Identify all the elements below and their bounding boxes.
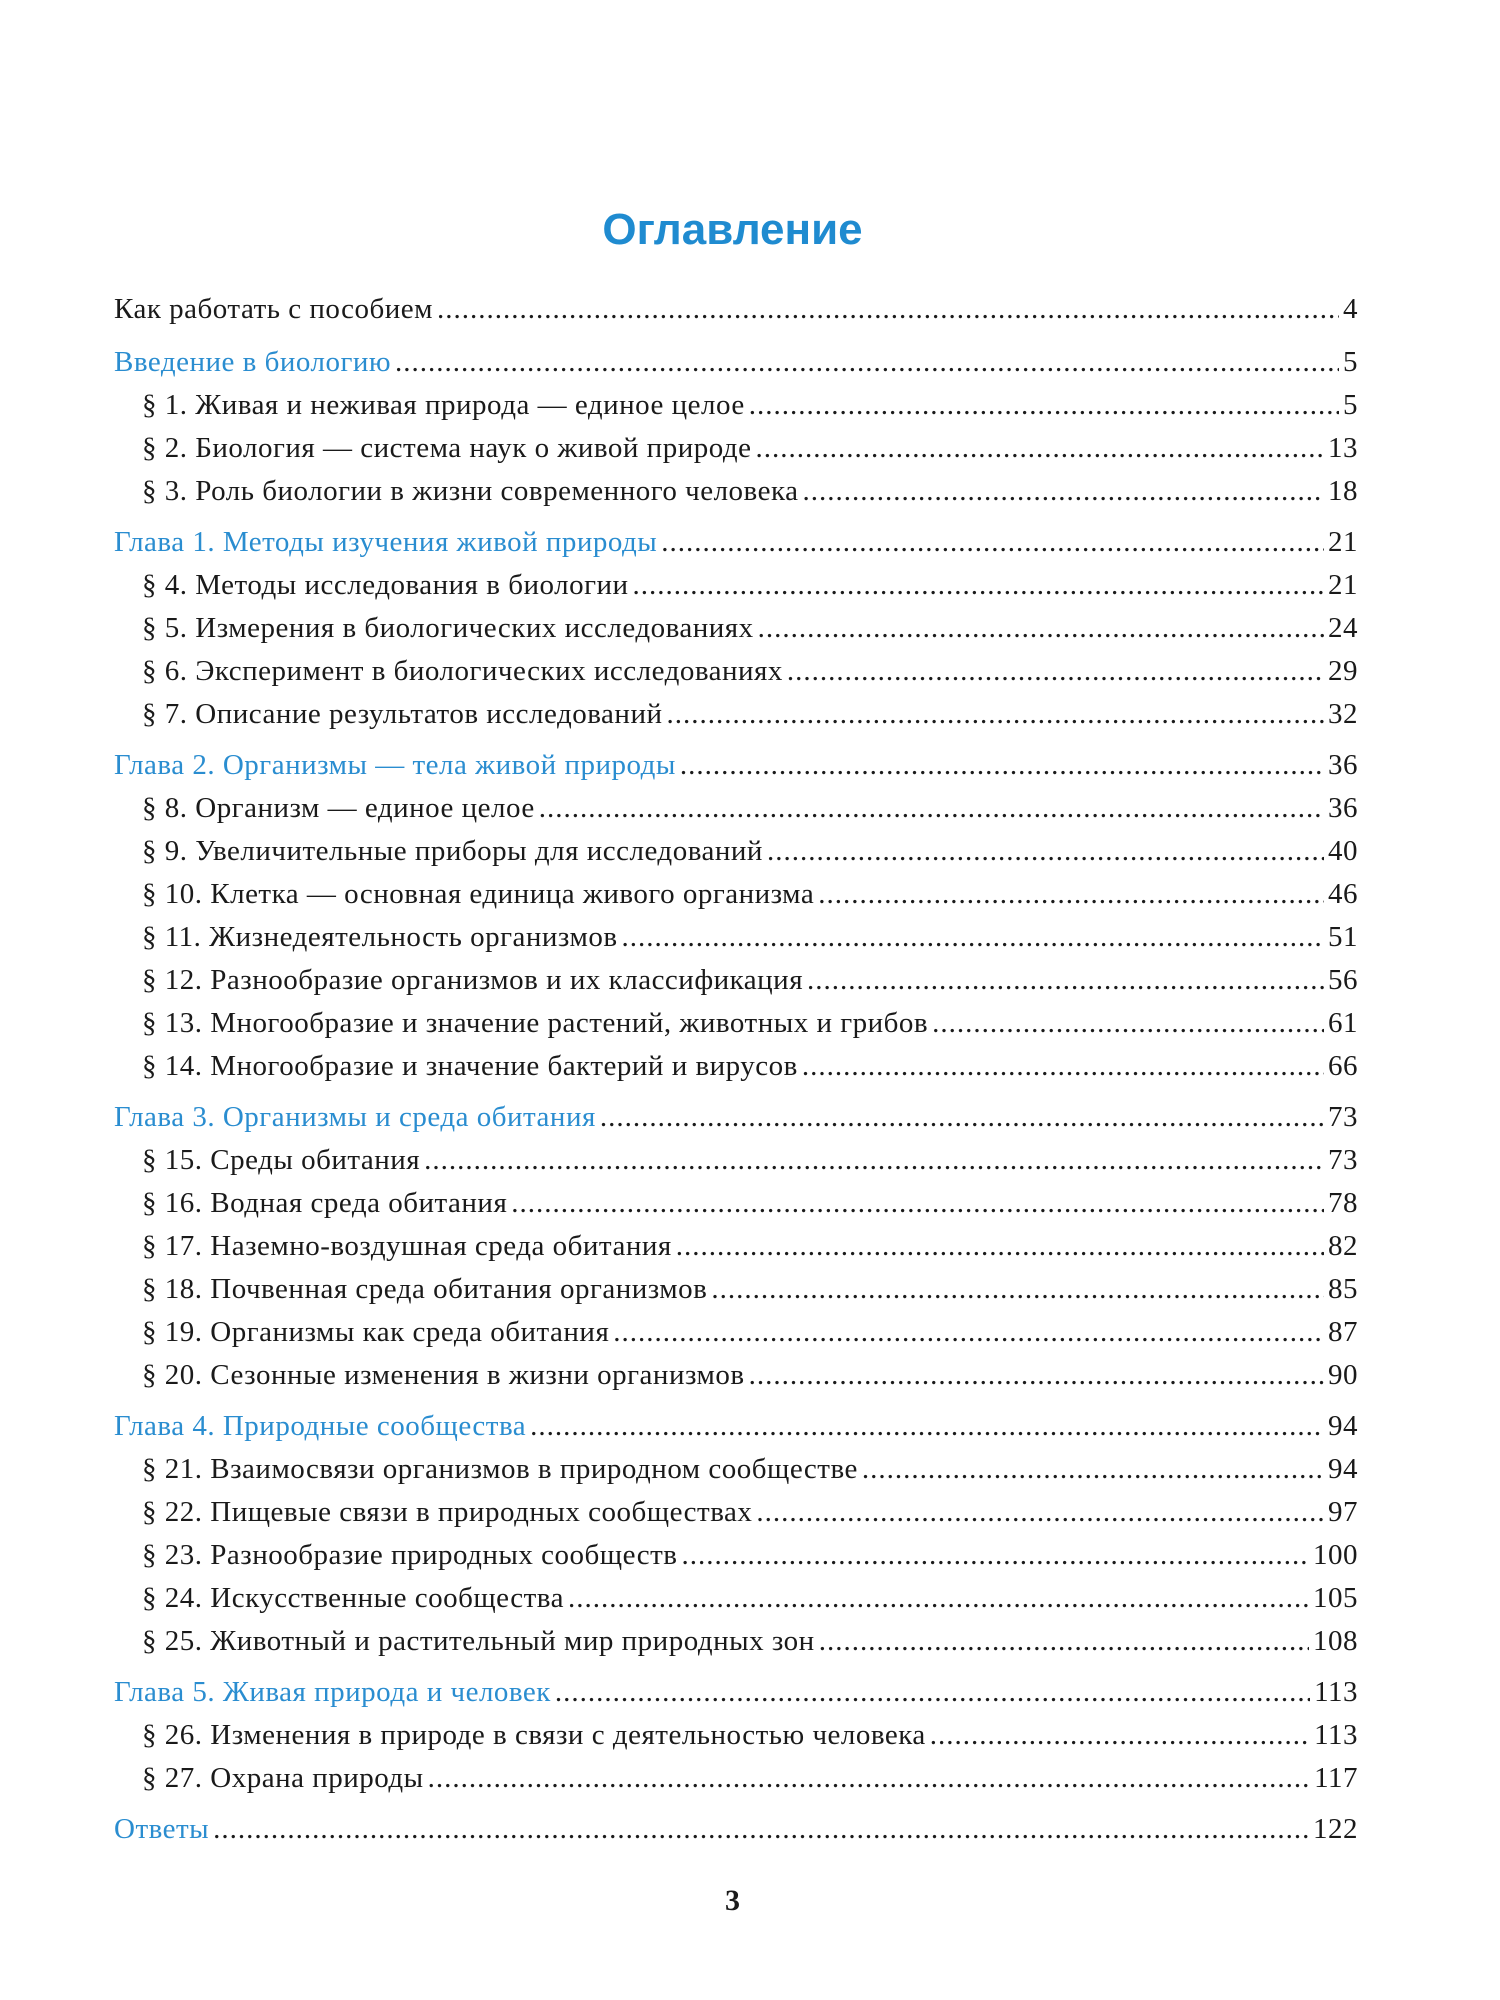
toc-entry-label: Ответы	[114, 1813, 210, 1845]
dot-leader	[749, 384, 1339, 427]
page-title: Оглавление	[602, 205, 863, 254]
toc-entry-label: Как работать с пособием	[114, 293, 433, 325]
toc-entry[interactable]	[114, 1534, 1358, 1577]
toc-entry[interactable]	[114, 916, 1358, 959]
dot-leader	[511, 1182, 1324, 1225]
dot-leader	[711, 1268, 1324, 1311]
dot-leader	[622, 916, 1324, 959]
toc-entry-label: § 3. Роль биологии в жизни современного человека	[142, 475, 799, 507]
toc-entry[interactable]	[114, 830, 1358, 873]
toc-entry[interactable]	[114, 1045, 1358, 1088]
dot-leader	[802, 470, 1324, 513]
toc-entry[interactable]	[114, 787, 1358, 830]
dot-leader	[819, 1620, 1309, 1663]
toc-entry-page: 61	[1328, 1007, 1358, 1039]
toc-entry[interactable]	[114, 384, 1358, 427]
dot-leader	[568, 1577, 1309, 1620]
toc-entry-label: § 9. Увеличительные приборы для исследований	[142, 835, 763, 867]
toc-chapter[interactable]	[114, 341, 1358, 384]
toc-entry[interactable]	[114, 1354, 1358, 1397]
toc-entry-label: § 26. Изменения в природе в связи с деятельностью человека	[142, 1719, 926, 1751]
dot-leader	[676, 1225, 1324, 1268]
dot-leader	[930, 1714, 1310, 1757]
toc-entry-label: § 27. Охрана природы	[142, 1762, 424, 1794]
toc-entry-page: 51	[1328, 921, 1358, 953]
toc-entry-label: § 10. Клетка — основная единица живого организма	[142, 878, 815, 910]
toc-entry-page: 113	[1314, 1719, 1358, 1751]
toc-entry-page: 40	[1328, 835, 1358, 867]
toc-entry-page: 18	[1328, 475, 1358, 507]
dot-leader	[613, 1311, 1324, 1354]
toc-entry-page: 94	[1328, 1453, 1358, 1485]
toc-entry-page: 78	[1328, 1187, 1358, 1219]
toc-entry-label: Глава 2. Организмы — тела живой природы	[114, 749, 676, 781]
toc-entry-page: 97	[1328, 1496, 1358, 1528]
toc-entry-label: § 13. Многообразие и значение растений, животных и грибов	[142, 1007, 929, 1039]
toc-entry-label: § 17. Наземно-воздушная среда обитания	[142, 1230, 672, 1262]
toc-entry-page: 4	[1343, 293, 1358, 325]
toc-entry[interactable]	[114, 470, 1358, 513]
dot-leader	[807, 959, 1324, 1002]
toc-entry-label: § 11. Жизнедеятельность организмов	[142, 921, 618, 953]
toc-entry-page: 94	[1328, 1410, 1358, 1442]
toc-entry-page: 46	[1328, 878, 1358, 910]
toc-entry[interactable]	[114, 1577, 1358, 1620]
dot-leader	[428, 1757, 1310, 1800]
toc-entry[interactable]	[114, 607, 1358, 650]
toc-chapter[interactable]	[114, 1405, 1358, 1448]
toc-entry[interactable]	[114, 1311, 1358, 1354]
dot-leader	[424, 1139, 1324, 1182]
toc-entry-page: 24	[1328, 612, 1358, 644]
toc-entry-label: § 7. Описание результатов исследований	[142, 698, 663, 730]
toc-entry-page: 105	[1313, 1582, 1358, 1614]
toc-entry[interactable]	[114, 1491, 1358, 1534]
dot-leader	[756, 427, 1324, 470]
toc-entry-label: § 14. Многообразие и значение бактерий и вирусов	[142, 1050, 798, 1082]
dot-leader	[680, 744, 1324, 787]
dot-leader	[767, 830, 1324, 873]
toc-entry-label: § 22. Пищевые связи в природных сообществах	[142, 1496, 753, 1528]
dot-leader	[818, 873, 1324, 916]
toc-entry-label: Глава 1. Методы изучения живой природы	[114, 526, 658, 558]
toc-entry[interactable]	[114, 1268, 1358, 1311]
dot-leader	[749, 1354, 1324, 1397]
toc-chapter[interactable]	[114, 521, 1358, 564]
dot-leader	[437, 288, 1339, 331]
toc-chapter[interactable]	[114, 744, 1358, 787]
toc-entry-page: 100	[1313, 1539, 1358, 1571]
toc-entry-page: 85	[1328, 1273, 1358, 1305]
toc-entry[interactable]	[114, 1002, 1358, 1045]
toc-entry-page: 108	[1313, 1625, 1358, 1657]
dot-leader	[787, 650, 1324, 693]
toc-entry-label: § 20. Сезонные изменения в жизни организмов	[142, 1359, 745, 1391]
toc-entry-label: § 23. Разнообразие природных сообществ	[142, 1539, 678, 1571]
dot-leader	[633, 564, 1325, 607]
toc-entry-page: 21	[1328, 526, 1358, 558]
toc-entry[interactable]	[114, 1182, 1358, 1225]
toc-entry[interactable]	[114, 427, 1358, 470]
toc-entry-page: 73	[1328, 1144, 1358, 1176]
toc-entry-page: 5	[1343, 389, 1358, 421]
toc-entry-page: 36	[1328, 749, 1358, 781]
toc-entry-page: 90	[1328, 1359, 1358, 1391]
toc-entry[interactable]	[114, 1620, 1358, 1663]
toc-entry[interactable]	[114, 564, 1358, 607]
toc-entry-label: § 6. Эксперимент в биологических исследованиях	[142, 655, 783, 687]
dot-leader	[932, 1002, 1324, 1045]
dot-leader	[862, 1448, 1324, 1491]
toc-entry-page: 117	[1314, 1762, 1358, 1794]
dot-leader	[395, 341, 1339, 384]
toc-entry-page: 122	[1313, 1813, 1358, 1845]
toc-entry-label: Глава 3. Организмы и среда обитания	[114, 1101, 596, 1133]
toc-entry-label: § 21. Взаимосвязи организмов в природном сообществе	[142, 1453, 858, 1485]
toc-entry-page: 73	[1328, 1101, 1358, 1133]
toc-entry-label: Введение в биологию	[114, 346, 392, 378]
table-of-contents	[114, 288, 1358, 1851]
toc-entry-page: 36	[1328, 792, 1358, 824]
dot-leader	[213, 1808, 1309, 1851]
toc-entry-page: 29	[1328, 655, 1358, 687]
toc-entry-page: 21	[1328, 569, 1358, 601]
toc-entry-label: § 1. Живая и неживая природа — единое целое	[142, 389, 745, 421]
toc-entry[interactable]	[114, 959, 1358, 1002]
toc-entry[interactable]	[114, 693, 1358, 736]
toc-entry-page: 113	[1314, 1676, 1358, 1708]
toc-entry-page: 82	[1328, 1230, 1358, 1262]
toc-entry-label: § 5. Измерения в биологических исследованиях	[142, 612, 754, 644]
toc-entry-label: Глава 4. Природные сообщества	[114, 1410, 527, 1442]
toc-chapter[interactable]	[114, 1096, 1358, 1139]
toc-entry-label: § 8. Организм — единое целое	[142, 792, 535, 824]
toc-entry[interactable]	[114, 288, 1358, 331]
toc-entry-label: Глава 5. Живая природа и человек	[114, 1676, 551, 1708]
toc-entry[interactable]	[114, 650, 1358, 693]
toc-entry-page: 32	[1328, 698, 1358, 730]
toc-entry[interactable]	[114, 1714, 1358, 1757]
page-number: 3	[725, 1884, 740, 1917]
dot-leader	[681, 1534, 1309, 1577]
dot-leader	[539, 787, 1324, 830]
toc-entry[interactable]	[114, 1139, 1358, 1182]
toc-entry-page: 87	[1328, 1316, 1358, 1348]
dot-leader	[555, 1671, 1310, 1714]
toc-entry[interactable]	[114, 873, 1358, 916]
toc-entry-label: § 15. Среды обитания	[142, 1144, 421, 1176]
toc-entry-label: § 12. Разнообразие организмов и их классификация	[142, 964, 804, 996]
toc-entry-label: § 4. Методы исследования в биологии	[142, 569, 629, 601]
dot-leader	[530, 1405, 1324, 1448]
toc-entry-page: 13	[1328, 432, 1358, 464]
toc-entry-page: 56	[1328, 964, 1358, 996]
toc-entry-page: 5	[1343, 346, 1358, 378]
toc-entry[interactable]	[114, 1448, 1358, 1491]
toc-entry-page: 66	[1328, 1050, 1358, 1082]
toc-entry-label: § 16. Водная среда обитания	[142, 1187, 508, 1219]
toc-chapter[interactable]	[114, 1671, 1358, 1714]
dot-leader	[802, 1045, 1324, 1088]
dot-leader	[756, 1491, 1324, 1534]
dot-leader	[666, 693, 1324, 736]
toc-entry-label: § 19. Организмы как среда обитания	[142, 1316, 610, 1348]
dot-leader	[758, 607, 1324, 650]
toc-entry-label: § 2. Биология — система наук о живой природе	[142, 432, 752, 464]
toc-entry[interactable]	[114, 1757, 1358, 1800]
toc-entry-label: § 25. Животный и растительный мир природных зон	[142, 1625, 815, 1657]
toc-entry-label: § 18. Почвенная среда обитания организмов	[142, 1273, 708, 1305]
dot-leader	[661, 521, 1324, 564]
toc-entry[interactable]	[114, 1225, 1358, 1268]
toc-chapter[interactable]	[114, 1808, 1358, 1851]
dot-leader	[600, 1096, 1324, 1139]
toc-entry-label: § 24. Искусственные сообщества	[142, 1582, 564, 1614]
